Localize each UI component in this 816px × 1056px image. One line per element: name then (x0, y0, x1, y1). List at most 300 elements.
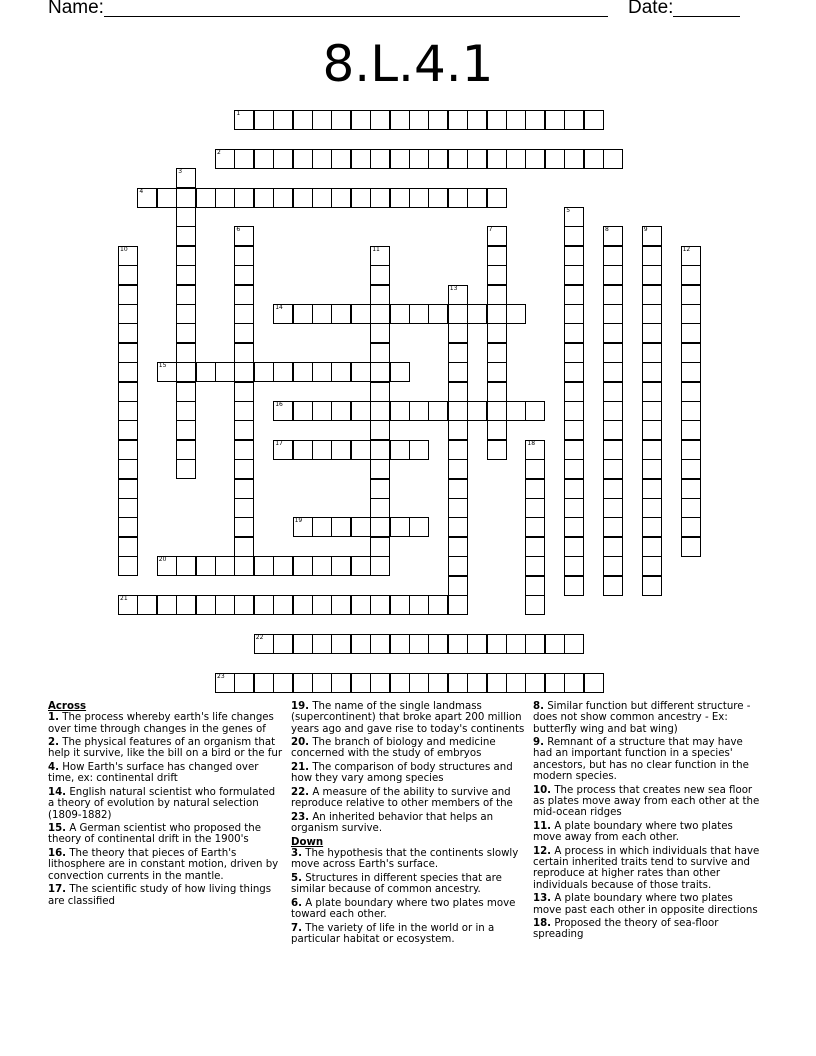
grid-cell[interactable] (370, 517, 390, 537)
grid-cell[interactable] (506, 634, 526, 654)
grid-cell[interactable] (118, 537, 138, 557)
grid-cell[interactable] (331, 188, 351, 208)
grid-cell[interactable] (681, 401, 701, 421)
grid-cell[interactable] (409, 517, 429, 537)
grid-cell[interactable] (448, 343, 468, 363)
grid-cell[interactable] (176, 265, 196, 285)
grid-cell[interactable] (681, 323, 701, 343)
grid-cell[interactable] (448, 517, 468, 537)
grid-cell[interactable] (234, 420, 254, 440)
grid-cell[interactable] (196, 188, 216, 208)
grid-cell[interactable] (564, 537, 584, 557)
grid-cell[interactable] (370, 382, 390, 402)
grid-cell[interactable] (215, 362, 235, 382)
grid-cell[interactable] (196, 556, 216, 576)
grid-cell[interactable] (603, 265, 623, 285)
grid-cell[interactable] (351, 110, 371, 130)
grid-cell[interactable] (157, 595, 177, 615)
grid-cell[interactable] (681, 343, 701, 363)
grid-cell[interactable] (118, 285, 138, 305)
grid-cell[interactable] (642, 343, 662, 363)
grid-cell[interactable] (506, 149, 526, 169)
grid-cell[interactable] (312, 673, 332, 693)
grid-cell[interactable] (487, 304, 507, 324)
grid-cell[interactable] (234, 362, 254, 382)
grid-cell[interactable] (370, 401, 390, 421)
grid-cell[interactable] (603, 420, 623, 440)
grid-cell[interactable] (603, 537, 623, 557)
grid-cell[interactable] (157, 188, 177, 208)
grid-cell[interactable] (196, 362, 216, 382)
grid-cell[interactable] (409, 440, 429, 460)
grid-cell[interactable] (312, 149, 332, 169)
grid-cell[interactable] (525, 537, 545, 557)
grid-cell[interactable] (118, 440, 138, 460)
grid-cell[interactable] (584, 673, 604, 693)
grid-cell[interactable] (351, 149, 371, 169)
grid-cell[interactable] (642, 556, 662, 576)
grid-cell[interactable] (370, 265, 390, 285)
grid-cell[interactable] (370, 556, 390, 576)
grid-cell[interactable] (234, 323, 254, 343)
grid-cell[interactable] (525, 479, 545, 499)
grid-cell[interactable] (234, 188, 254, 208)
grid-cell[interactable] (176, 246, 196, 266)
grid-cell[interactable] (331, 595, 351, 615)
grid-cell[interactable] (312, 440, 332, 460)
grid-cell[interactable] (215, 188, 235, 208)
grid-cell[interactable] (176, 362, 196, 382)
grid-cell[interactable] (506, 401, 526, 421)
grid-cell[interactable] (681, 265, 701, 285)
grid-cell[interactable] (293, 362, 313, 382)
grid-cell[interactable] (525, 149, 545, 169)
grid-cell[interactable] (603, 285, 623, 305)
grid-cell[interactable] (506, 304, 526, 324)
grid-cell[interactable] (176, 188, 196, 208)
grid-cell[interactable] (564, 401, 584, 421)
grid-cell[interactable] (564, 207, 584, 227)
grid-cell[interactable] (642, 226, 662, 246)
grid-cell[interactable] (525, 440, 545, 460)
grid-cell[interactable] (273, 401, 293, 421)
grid-cell[interactable] (448, 188, 468, 208)
grid-cell[interactable] (448, 576, 468, 596)
grid-cell[interactable] (506, 110, 526, 130)
grid-cell[interactable] (351, 440, 371, 460)
grid-cell[interactable] (487, 110, 507, 130)
grid-cell[interactable] (312, 362, 332, 382)
grid-cell[interactable] (351, 556, 371, 576)
grid-cell[interactable] (312, 401, 332, 421)
grid-cell[interactable] (642, 576, 662, 596)
grid-cell[interactable] (603, 246, 623, 266)
grid-cell[interactable] (293, 401, 313, 421)
grid-cell[interactable] (293, 188, 313, 208)
grid-cell[interactable] (331, 440, 351, 460)
grid-cell[interactable] (370, 459, 390, 479)
grid-cell[interactable] (603, 304, 623, 324)
grid-cell[interactable] (370, 343, 390, 363)
grid-cell[interactable] (118, 304, 138, 324)
grid-cell[interactable] (487, 401, 507, 421)
grid-cell[interactable] (564, 517, 584, 537)
grid-cell[interactable] (448, 673, 468, 693)
grid-cell[interactable] (254, 673, 274, 693)
grid-cell[interactable] (118, 595, 138, 615)
grid-cell[interactable] (234, 673, 254, 693)
grid-cell[interactable] (234, 149, 254, 169)
grid-cell[interactable] (234, 285, 254, 305)
grid-cell[interactable] (293, 440, 313, 460)
grid-cell[interactable] (273, 188, 293, 208)
grid-cell[interactable] (254, 110, 274, 130)
grid-cell[interactable] (273, 673, 293, 693)
grid-cell[interactable] (603, 498, 623, 518)
grid-cell[interactable] (118, 420, 138, 440)
grid-cell[interactable] (118, 459, 138, 479)
grid-cell[interactable] (234, 110, 254, 130)
grid-cell[interactable] (409, 188, 429, 208)
grid-cell[interactable] (331, 149, 351, 169)
grid-cell[interactable] (448, 498, 468, 518)
grid-cell[interactable] (370, 634, 390, 654)
grid-cell[interactable] (273, 634, 293, 654)
grid-cell[interactable] (467, 634, 487, 654)
grid-cell[interactable] (293, 517, 313, 537)
grid-cell[interactable] (234, 246, 254, 266)
grid-cell[interactable] (176, 168, 196, 188)
grid-cell[interactable] (642, 285, 662, 305)
grid-cell[interactable] (487, 634, 507, 654)
grid-cell[interactable] (409, 401, 429, 421)
grid-cell[interactable] (642, 382, 662, 402)
grid-cell[interactable] (234, 459, 254, 479)
grid-cell[interactable] (603, 149, 623, 169)
grid-cell[interactable] (176, 440, 196, 460)
grid-cell[interactable] (506, 673, 526, 693)
grid-cell[interactable] (370, 673, 390, 693)
grid-cell[interactable] (409, 304, 429, 324)
grid-cell[interactable] (448, 149, 468, 169)
grid-cell[interactable] (118, 498, 138, 518)
grid-cell[interactable] (351, 673, 371, 693)
grid-cell[interactable] (428, 595, 448, 615)
grid-cell[interactable] (234, 265, 254, 285)
grid-cell[interactable] (176, 595, 196, 615)
grid-cell[interactable] (176, 556, 196, 576)
grid-cell[interactable] (370, 246, 390, 266)
grid-cell[interactable] (642, 440, 662, 460)
grid-cell[interactable] (254, 595, 274, 615)
grid-cell[interactable] (370, 595, 390, 615)
grid-cell[interactable] (293, 556, 313, 576)
grid-cell[interactable] (234, 498, 254, 518)
grid-cell[interactable] (234, 537, 254, 557)
grid-cell[interactable] (467, 304, 487, 324)
grid-cell[interactable] (118, 517, 138, 537)
grid-cell[interactable] (331, 673, 351, 693)
grid-cell[interactable] (409, 673, 429, 693)
grid-cell[interactable] (428, 188, 448, 208)
grid-cell[interactable] (390, 440, 410, 460)
grid-cell[interactable] (176, 459, 196, 479)
grid-cell[interactable] (273, 440, 293, 460)
grid-cell[interactable] (196, 595, 216, 615)
grid-cell[interactable] (448, 304, 468, 324)
grid-cell[interactable] (273, 362, 293, 382)
grid-cell[interactable] (176, 304, 196, 324)
grid-cell[interactable] (390, 304, 410, 324)
grid-cell[interactable] (331, 517, 351, 537)
grid-cell[interactable] (525, 595, 545, 615)
grid-cell[interactable] (681, 304, 701, 324)
grid-cell[interactable] (234, 517, 254, 537)
grid-cell[interactable] (351, 401, 371, 421)
grid-cell[interactable] (428, 634, 448, 654)
grid-cell[interactable] (118, 401, 138, 421)
grid-cell[interactable] (448, 362, 468, 382)
grid-cell[interactable] (390, 110, 410, 130)
grid-cell[interactable] (409, 634, 429, 654)
grid-cell[interactable] (564, 440, 584, 460)
grid-cell[interactable] (176, 401, 196, 421)
grid-cell[interactable] (642, 265, 662, 285)
grid-cell[interactable] (525, 459, 545, 479)
grid-cell[interactable] (312, 110, 332, 130)
grid-cell[interactable] (681, 382, 701, 402)
grid-cell[interactable] (525, 110, 545, 130)
grid-cell[interactable] (351, 304, 371, 324)
grid-cell[interactable] (118, 382, 138, 402)
grid-cell[interactable] (564, 246, 584, 266)
grid-cell[interactable] (390, 188, 410, 208)
grid-cell[interactable] (293, 673, 313, 693)
grid-cell[interactable] (584, 149, 604, 169)
grid-cell[interactable] (234, 440, 254, 460)
grid-cell[interactable] (642, 479, 662, 499)
grid-cell[interactable] (564, 285, 584, 305)
grid-cell[interactable] (642, 459, 662, 479)
grid-cell[interactable] (545, 673, 565, 693)
grid-cell[interactable] (467, 401, 487, 421)
grid-cell[interactable] (448, 382, 468, 402)
grid-cell[interactable] (331, 304, 351, 324)
grid-cell[interactable] (525, 401, 545, 421)
grid-cell[interactable] (448, 110, 468, 130)
grid-cell[interactable] (351, 595, 371, 615)
grid-cell[interactable] (157, 556, 177, 576)
grid-cell[interactable] (118, 323, 138, 343)
grid-cell[interactable] (293, 149, 313, 169)
grid-cell[interactable] (254, 634, 274, 654)
grid-cell[interactable] (487, 343, 507, 363)
grid-cell[interactable] (370, 285, 390, 305)
grid-cell[interactable] (564, 556, 584, 576)
grid-cell[interactable] (545, 110, 565, 130)
grid-cell[interactable] (681, 498, 701, 518)
grid-cell[interactable] (254, 188, 274, 208)
grid-cell[interactable] (331, 556, 351, 576)
grid-cell[interactable] (487, 285, 507, 305)
grid-cell[interactable] (487, 420, 507, 440)
grid-cell[interactable] (642, 246, 662, 266)
grid-cell[interactable] (603, 401, 623, 421)
grid-cell[interactable] (390, 634, 410, 654)
grid-cell[interactable] (642, 304, 662, 324)
grid-cell[interactable] (234, 304, 254, 324)
grid-cell[interactable] (603, 517, 623, 537)
grid-cell[interactable] (118, 556, 138, 576)
grid-cell[interactable] (370, 110, 390, 130)
grid-cell[interactable] (448, 285, 468, 305)
grid-cell[interactable] (118, 362, 138, 382)
grid-cell[interactable] (525, 634, 545, 654)
grid-cell[interactable] (370, 304, 390, 324)
grid-cell[interactable] (428, 149, 448, 169)
grid-cell[interactable] (234, 382, 254, 402)
grid-cell[interactable] (603, 479, 623, 499)
grid-cell[interactable] (467, 188, 487, 208)
grid-cell[interactable] (525, 517, 545, 537)
grid-cell[interactable] (448, 420, 468, 440)
grid-cell[interactable] (603, 459, 623, 479)
grid-cell[interactable] (487, 440, 507, 460)
grid-cell[interactable] (176, 285, 196, 305)
grid-cell[interactable] (603, 362, 623, 382)
grid-cell[interactable] (370, 440, 390, 460)
grid-cell[interactable] (215, 556, 235, 576)
grid-cell[interactable] (215, 673, 235, 693)
grid-cell[interactable] (428, 673, 448, 693)
grid-cell[interactable] (564, 304, 584, 324)
grid-cell[interactable] (603, 556, 623, 576)
grid-cell[interactable] (390, 149, 410, 169)
grid-cell[interactable] (254, 362, 274, 382)
grid-cell[interactable] (312, 188, 332, 208)
grid-cell[interactable] (681, 420, 701, 440)
grid-cell[interactable] (642, 420, 662, 440)
grid-cell[interactable] (603, 440, 623, 460)
grid-cell[interactable] (428, 304, 448, 324)
grid-cell[interactable] (370, 362, 390, 382)
grid-cell[interactable] (487, 246, 507, 266)
grid-cell[interactable] (176, 207, 196, 227)
grid-cell[interactable] (564, 479, 584, 499)
grid-cell[interactable] (390, 673, 410, 693)
grid-cell[interactable] (176, 226, 196, 246)
grid-cell[interactable] (564, 498, 584, 518)
grid-cell[interactable] (370, 537, 390, 557)
grid-cell[interactable] (525, 498, 545, 518)
grid-cell[interactable] (331, 362, 351, 382)
grid-cell[interactable] (487, 226, 507, 246)
grid-cell[interactable] (487, 323, 507, 343)
grid-cell[interactable] (234, 595, 254, 615)
grid-cell[interactable] (351, 634, 371, 654)
grid-cell[interactable] (351, 517, 371, 537)
grid-cell[interactable] (390, 362, 410, 382)
grid-cell[interactable] (390, 517, 410, 537)
grid-cell[interactable] (176, 420, 196, 440)
grid-cell[interactable] (254, 556, 274, 576)
grid-cell[interactable] (487, 149, 507, 169)
grid-cell[interactable] (564, 323, 584, 343)
grid-cell[interactable] (448, 323, 468, 343)
grid-cell[interactable] (390, 595, 410, 615)
grid-cell[interactable] (370, 479, 390, 499)
grid-cell[interactable] (254, 149, 274, 169)
grid-cell[interactable] (448, 401, 468, 421)
grid-cell[interactable] (681, 537, 701, 557)
grid-cell[interactable] (215, 149, 235, 169)
grid-cell[interactable] (642, 401, 662, 421)
grid-cell[interactable] (370, 498, 390, 518)
grid-cell[interactable] (409, 149, 429, 169)
grid-cell[interactable] (312, 304, 332, 324)
grid-cell[interactable] (428, 401, 448, 421)
grid-cell[interactable] (448, 556, 468, 576)
grid-cell[interactable] (273, 149, 293, 169)
grid-cell[interactable] (487, 362, 507, 382)
grid-cell[interactable] (525, 576, 545, 596)
grid-cell[interactable] (331, 401, 351, 421)
grid-cell[interactable] (681, 517, 701, 537)
grid-cell[interactable] (487, 188, 507, 208)
grid-cell[interactable] (642, 362, 662, 382)
grid-cell[interactable] (448, 459, 468, 479)
grid-cell[interactable] (157, 362, 177, 382)
grid-cell[interactable] (370, 420, 390, 440)
grid-cell[interactable] (584, 110, 604, 130)
grid-cell[interactable] (545, 149, 565, 169)
grid-cell[interactable] (428, 110, 448, 130)
grid-cell[interactable] (176, 323, 196, 343)
grid-cell[interactable] (273, 304, 293, 324)
grid-cell[interactable] (448, 479, 468, 499)
grid-cell[interactable] (642, 517, 662, 537)
grid-cell[interactable] (487, 673, 507, 693)
grid-cell[interactable] (564, 576, 584, 596)
grid-cell[interactable] (331, 634, 351, 654)
grid-cell[interactable] (564, 459, 584, 479)
grid-cell[interactable] (312, 595, 332, 615)
grid-cell[interactable] (273, 556, 293, 576)
grid-cell[interactable] (448, 634, 468, 654)
grid-cell[interactable] (331, 110, 351, 130)
grid-cell[interactable] (487, 265, 507, 285)
grid-cell[interactable] (603, 226, 623, 246)
grid-cell[interactable] (467, 673, 487, 693)
grid-cell[interactable] (681, 440, 701, 460)
grid-cell[interactable] (564, 343, 584, 363)
grid-cell[interactable] (215, 595, 235, 615)
grid-cell[interactable] (234, 556, 254, 576)
grid-cell[interactable] (448, 537, 468, 557)
grid-cell[interactable] (564, 382, 584, 402)
grid-cell[interactable] (487, 382, 507, 402)
grid-cell[interactable] (390, 401, 410, 421)
grid-cell[interactable] (312, 517, 332, 537)
grid-cell[interactable] (137, 595, 157, 615)
grid-cell[interactable] (234, 343, 254, 363)
grid-cell[interactable] (234, 479, 254, 499)
grid-cell[interactable] (448, 595, 468, 615)
grid-cell[interactable] (273, 595, 293, 615)
grid-cell[interactable] (293, 595, 313, 615)
grid-cell[interactable] (564, 362, 584, 382)
grid-cell[interactable] (564, 265, 584, 285)
